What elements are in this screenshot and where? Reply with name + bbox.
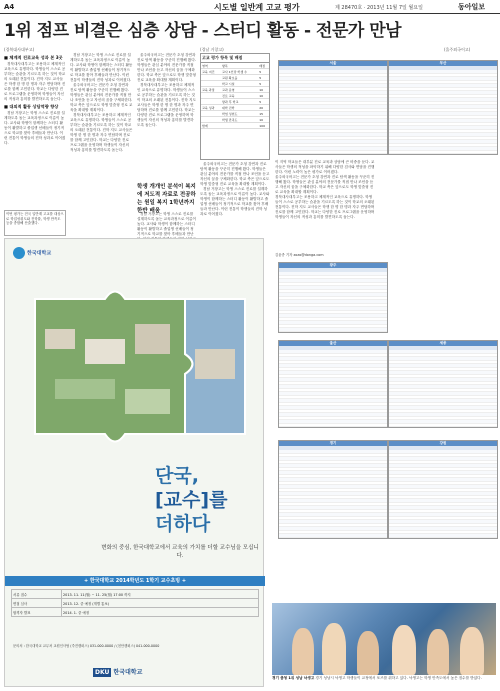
criteria-cell: 100 bbox=[258, 123, 269, 129]
photo-caption-text: 경기 성남시 낙생고 학생들이 교정에서 포즈를 취하고 있다. 낙생고는 학생 만족도에서 높은 점수를 받았다. bbox=[315, 676, 482, 680]
criteria-cell: 5 bbox=[258, 99, 269, 105]
criteria-cell: 진로 교육 bbox=[221, 93, 258, 99]
criteria-cell: 학업 성취도 bbox=[221, 111, 258, 117]
reporter-contact: 김윤종 기자 zozo@donga.com bbox=[275, 253, 324, 257]
criteria-cell: 교육 여건 bbox=[201, 69, 221, 75]
region-table-row bbox=[279, 328, 387, 332]
article-paragraph: 경북대사대부고는 조용하고 체계적인 교육으로 유명하다. 학생들이 스스로 공부하는 습관을 기르도록 하는 것이 학교의 오래된 전통이다. 진학 지도 교사들은 학생 한 명 한 명과 자주 면담하며 진로를 함께 고민한다. 학교는 다양한 진로 프로그램을 운영하며 학생들이 자신의 적성과 흥미를 발견하도록 돕는다. bbox=[70, 113, 133, 152]
university-badge-icon: DKU bbox=[95, 669, 110, 676]
ad-footer-logo bbox=[93, 667, 183, 681]
criteria-cell: 대학 진학 bbox=[221, 105, 258, 111]
criteria-cell: 학생 만족도 bbox=[221, 117, 258, 123]
ad-footer-text: 한국대학교 bbox=[113, 669, 143, 676]
criteria-table bbox=[201, 63, 269, 129]
article-paragraph: 경북대사대부고는 조용하고 체계적인 교육으로 유명하다. 학생들이 스스로 공부하는 습관을 기르도록 하는 것이 학교의 오래된 전통이다. 진학 지도 교사들은 학생 한 명 한 명과 자주 면담하며 진로를 함께 고민한다. 학교는 다양한 진로 프로그램을 운영하며 학생들이 자신의 적성과 흥미를 발견하도록 돕는다. bbox=[275, 195, 375, 219]
ad-title bbox=[155, 464, 227, 536]
section-title: 시도별 일반계 고교 평가 bbox=[214, 3, 300, 12]
article-paragraph: 경북대사대부고는 조용하고 체계적인 교육으로 유명하다. 학생들이 스스로 공부하는 습관을 기르도록 하는 것이 학교의 오래된 전통이다. 진학 지도 교사들은 학생 한 명 한 명과 자주 면담하며 진로를 함께 고민한다. 학교는 다양한 진로 프로그램을 운영하며 학생들이 자신의 적성과 흥미를 발견하도록 돕는다. bbox=[4, 62, 66, 101]
region-table-title: 부산 bbox=[389, 61, 497, 66]
article-paragraph: 울주외국어고는 전문가 초청 강연과 진로 탐색 활동을 꾸준히 진행해 왔다. 학생들은 관심 분야의 전문가를 직접 만나 조언을 듣고 자신의 꿈을 구체화한다. 학교 측은 앞으로도 학생 맞춤형 진로 교육을 확대할 계획이다. bbox=[275, 175, 375, 194]
criteria-cell: 5 bbox=[258, 75, 269, 81]
newspaper-logo: 동아일보 bbox=[458, 3, 486, 11]
criteria-cell: 15 bbox=[258, 111, 269, 117]
ad-title-line: 단국, bbox=[155, 465, 199, 487]
criteria-cell: 교사 1인당 학생 수 bbox=[221, 69, 258, 75]
criteria-cell: 10 bbox=[258, 117, 269, 123]
region-table-row bbox=[389, 151, 497, 155]
article-subhead-2: ■ 대외적 활동 상담역량 향상 bbox=[4, 104, 59, 109]
ad-logo-text: 한국대학교 bbox=[27, 250, 52, 257]
region-table-title: 울산 bbox=[279, 341, 387, 346]
criteria-cell: 항목 bbox=[221, 63, 258, 69]
criteria-cell: 합계 bbox=[201, 123, 221, 129]
page-header bbox=[0, 0, 500, 14]
article-paragraph: 이 지역 학교들은 대부분 진로 교육과 상담에 큰 비중을 둔다. 교사들은 학생의 적성을 파악하기 위해 다양한 검사와 면담을 진행한다. 이런 노력이 높은 평가로 이어졌다. bbox=[275, 160, 375, 174]
criteria-cell: 교육 성과 bbox=[201, 105, 221, 111]
criteria-cell: 교원 확보율 bbox=[221, 75, 258, 81]
article-paragraph: 울주외국어고는 전문가 초청 강연과 진로 탐색 활동을 꾸준히 진행해 왔다. 학생들은 관심 분야의 전문가를 직접 만나 조언을 듣고 자신의 꿈을 구체화한다. 학교 측은 앞으로도 학생 맞춤형 진로 교육을 확대할 계획이다. bbox=[70, 83, 133, 112]
page-number: A4 bbox=[4, 3, 15, 11]
byline-school-3: (울주외국어고) bbox=[444, 47, 471, 52]
ad-contact: 문의처 : 한국대학교 교무처 교원인사팀 (죽전캠퍼스) 031-000-0000 / (천안캠퍼스) 041-000-0000 bbox=[13, 644, 160, 648]
ad-schedule-cell: 합격자 발표 bbox=[12, 608, 62, 617]
school-photo bbox=[272, 603, 496, 675]
article-paragraph: 경남 거창고는 학생 스스로 진로를 설계하도록 돕는 교육과정으로 이름이 높다. 교사와 학생이 함께하는 스터디 활동이 활발하고 졸업생 선배들이 정기적으로 학교를 찾아 후배들과 만난다. 이런 전통이 학생들의 진학 성과로 이어졌다. bbox=[4, 111, 66, 145]
ad-title-line: 더하다 bbox=[155, 513, 211, 535]
article-column-2 bbox=[70, 53, 133, 235]
criteria-cell: 학교 시설 bbox=[221, 81, 258, 87]
article-column-3 bbox=[137, 53, 197, 181]
ad-schedule-row bbox=[12, 608, 259, 617]
article-midhead: 학생 개개인 분석이 복지에 저도적 자료로 전공하는 원일 복지 1학년까지 한반 배움 bbox=[137, 184, 196, 214]
criteria-cell: 영역 bbox=[201, 63, 221, 69]
ad-schedule-cell: 서류 접수 bbox=[12, 590, 62, 599]
region-table bbox=[388, 340, 498, 428]
ad-recruitment-band: + 한국대학교 2014학년도 1학기 교수초빙 + bbox=[5, 576, 265, 586]
region-table-title: 광주 bbox=[279, 263, 387, 268]
region-table-row bbox=[279, 424, 387, 428]
caption-box: 이번 평가는 전국 일반계 고교를 대상으로 학업성취도와 진학률, 학생 만족도 등을 종합해 산출했다. bbox=[4, 210, 66, 236]
ad-title-line: [교수]를 bbox=[155, 489, 228, 511]
university-advertisement bbox=[4, 238, 264, 687]
criteria-box bbox=[200, 53, 270, 160]
ad-schedule-cell: 면접 심사 bbox=[12, 599, 62, 608]
university-emblem-icon bbox=[13, 247, 25, 259]
criteria-cell: 방과 후 학교 bbox=[221, 99, 258, 105]
article-paragraph: 울주외국어고는 전문가 초청 강연과 진로 탐색 활동을 꾸준히 진행해 왔다. 학생들은 관심 분야의 전문가를 직접 만나 조언을 듣고 자신의 꿈을 구체화한다. 학교 측은 앞으로도 학생 맞춤형 진로 교육을 확대할 계획이다. bbox=[200, 162, 270, 186]
region-table-row bbox=[389, 424, 497, 428]
right-article-text bbox=[275, 160, 375, 255]
region-table-title: 세종 bbox=[389, 341, 497, 346]
region-table-row bbox=[279, 534, 387, 538]
article-paragraph: 경북대사대부고는 조용하고 체계적인 교육으로 유명하다. 학생들이 스스로 공부하는 습관을 기르도록 하는 것이 학교의 오래된 전통이다. 진학 지도 교사들은 학생 한 명 한 명과 자주 면담하며 진로를 함께 고민한다. 학교는 다양한 진로 프로그램을 운영하며 학생들이 자신의 적성과 흥미를 발견하도록 돕는다. bbox=[137, 83, 196, 127]
region-table bbox=[278, 60, 388, 155]
article-paragraph: 경남 거창고는 학생 스스로 진로를 설계하도록 돕는 교육과정으로 이름이 높다. 교사와 학생이 함께하는 스터디 활동이 활발하고 졸업생 선배들이 정기적으로 학교를 찾아 후배들과 만난다. 이런 전통이 학생들의 진학 성과로 이어졌다. bbox=[70, 53, 133, 82]
criteria-cell: 5 bbox=[258, 81, 269, 87]
region-table-title: 서울 bbox=[279, 61, 387, 66]
criteria-cell: 교육 과정 bbox=[201, 87, 221, 93]
ad-subtitle: 변화의 중심, 한국대학교에서 교육의 가치를 더할 교수님을 모십니다. bbox=[101, 545, 259, 559]
region-table bbox=[278, 440, 388, 539]
ad-schedule-row bbox=[12, 599, 259, 608]
criteria-cell bbox=[221, 123, 258, 129]
criteria-box-title: 고교 평가 항목 및 배점 bbox=[201, 54, 269, 63]
region-table-row bbox=[389, 534, 497, 538]
criteria-cell: 20 bbox=[258, 105, 269, 111]
region-table bbox=[278, 262, 388, 333]
region-table bbox=[388, 60, 498, 155]
ad-logo bbox=[13, 247, 53, 263]
puzzle-campus-image bbox=[25, 279, 255, 459]
ad-schedule-cell: 2013. 11. 11(월) ~ 11. 25(월) 17:00 까지 bbox=[62, 590, 259, 599]
criteria-cell: 10 bbox=[258, 93, 269, 99]
criteria-cell: 10 bbox=[258, 87, 269, 93]
article-subhead-1: ■ 체계적 진로교육 성과 본 3곳 bbox=[4, 55, 63, 60]
byline-school-2: (경남 거창고) bbox=[200, 47, 224, 52]
byline-school-1: (경북대사대부고) bbox=[4, 47, 35, 52]
region-table-row bbox=[279, 151, 387, 155]
issue-date: 제 28470호 · 2013년 11월 7일 월요일 bbox=[335, 5, 423, 11]
region-table-title: 경기 bbox=[279, 441, 387, 446]
headline: 1위 점프 비결은 심층 상담 - 스터디 활동 - 전문가 만남 bbox=[4, 21, 402, 41]
ad-schedule-table bbox=[11, 589, 259, 617]
criteria-cell: 교과 운영 bbox=[221, 87, 258, 93]
article-column-3b bbox=[137, 212, 197, 236]
photo-caption bbox=[272, 676, 496, 681]
article-paragraph: 울주외국어고는 전문가 초청 강연과 진로 탐색 활동을 꾸준히 진행해 왔다. 학생들은 관심 분야의 전문가를 직접 만나 조언을 듣고 자신의 꿈을 구체화한다. 학교 측은 앞으로도 학생 맞춤형 진로 교육을 확대할 계획이다. bbox=[137, 53, 196, 82]
region-table-title: 강원 bbox=[389, 441, 497, 446]
region-table bbox=[388, 440, 498, 539]
ad-schedule-cell: 2014. 1. 중 예정 bbox=[62, 608, 259, 617]
ad-schedule-cell: 2013. 12. 중 예정 (개별 통보) bbox=[62, 599, 259, 608]
article-paragraph: 경남 거창고는 학생 스스로 진로를 설계하도록 돕는 교육과정으로 이름이 높다. 교사와 학생이 함께하는 스터디 활동이 활발하고 졸업생 선배들이 정기적으로 학교를 찾아 후배들과 만난 bbox=[137, 212, 196, 236]
article-column-4 bbox=[200, 162, 270, 236]
criteria-row bbox=[201, 123, 269, 129]
article-column-1 bbox=[4, 53, 66, 208]
region-table bbox=[278, 340, 388, 428]
ad-schedule-row bbox=[12, 590, 259, 599]
photo-caption-title: 경기 충청 1위 성남 낙생고 bbox=[272, 676, 315, 680]
article-paragraph: 경남 거창고는 학생 스스로 진로를 설계하도록 돕는 교육과정으로 이름이 높다. 교사와 학생이 함께하는 스터디 활동이 활발하고 졸업생 선배들이 정기적으로 학교를 찾아 후배들과 만난다. 이런 전통이 학생들의 진학 성과로 이어졌다. bbox=[200, 187, 270, 216]
criteria-cell: 5 bbox=[258, 69, 269, 75]
criteria-cell: 배점 bbox=[258, 63, 269, 69]
